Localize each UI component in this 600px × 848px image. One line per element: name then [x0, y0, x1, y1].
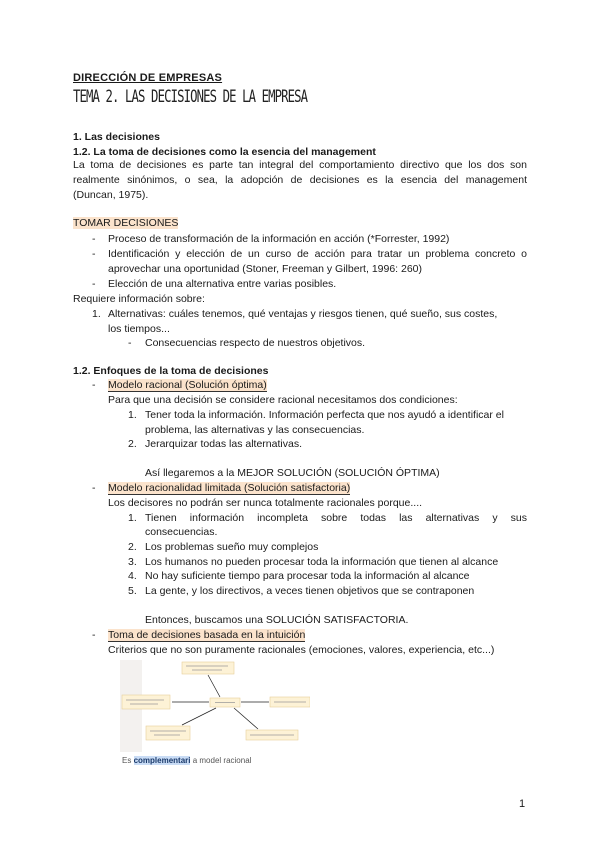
sub-item-text: Consecuencias respecto de nuestros objetivos.	[145, 337, 366, 349]
tomar-decisiones-label	[73, 216, 178, 231]
dash-bullet: -	[128, 337, 132, 349]
list-number: 3.	[128, 556, 137, 568]
dash-bullet: -	[92, 248, 96, 260]
intro-paragraph	[73, 158, 527, 203]
subject-title: DIRECCIÓN DE EMPRESAS	[73, 72, 223, 84]
caption-pre: Es	[122, 756, 132, 765]
list-item-text: La gente, y los directivos, a veces tienen objetivos que se contraponen	[145, 585, 475, 597]
list-number: 2.	[128, 541, 137, 553]
list-item-text: Alternativas: cuáles tenemos, qué ventajas y riesgos tienen, qué sueño, sus costes,	[108, 308, 498, 320]
section-heading-decisiones: 1. Las decisiones	[73, 131, 160, 143]
page-number: 1	[519, 798, 526, 810]
modelo-racional-label	[108, 378, 267, 393]
modelo-limitada-label	[108, 481, 350, 496]
list-number: 5.	[128, 585, 137, 597]
list-item-text: Jerarquizar todas las alternativas.	[145, 438, 302, 450]
list-item-text: Tener toda la información. Información perfecta que nos ayudó a identificar el	[145, 409, 504, 421]
dash-bullet: -	[92, 278, 96, 290]
bullet-text: Identificación y elección de un curso de acción para tratar un problema concreto o	[108, 248, 527, 260]
dash-bullet: -	[92, 629, 96, 641]
list-number: 1.	[92, 308, 101, 320]
list-item-text: Tienen información incompleta sobre todas las alternativas y sus	[145, 512, 527, 524]
racional-conclusion: Así llegaremos a la MEJOR SOLUCIÓN (SOLUCIÓN ÓPTIMA)	[145, 467, 440, 479]
list-number: 1.	[128, 512, 137, 524]
caption-post: a model racional	[192, 756, 252, 765]
requiere-text: Requiere información sobre:	[73, 293, 205, 305]
paragraph-line: (Duncan, 1975).	[73, 189, 149, 201]
bullet-text: Proceso de transformación de la información en acción (*Forrester, 1992)	[108, 233, 450, 245]
limitada-intro: Los decisores no podrán ser nunca totalmente racionales porque....	[108, 497, 423, 509]
list-item-text: los tiempos...	[108, 323, 170, 335]
list-number: 1.	[128, 409, 137, 421]
paragraph-line: realmente sinónimos, o sea, la adopción de decisiones es la esencia del management	[73, 174, 527, 186]
diagram-box-left	[122, 695, 170, 709]
intuition-diagram	[120, 660, 310, 760]
highlighted-label: Modelo racionalidad limitada (Solución satisfactoria)	[108, 482, 351, 494]
diagram-box-top	[182, 662, 234, 674]
racional-intro: Para que una decisión se considere racional necesitamos dos condiciones:	[108, 394, 458, 406]
list-item-text: No hay suficiente tiempo para procesar toda la información al alcance	[145, 570, 470, 582]
dash-bullet: -	[92, 482, 96, 494]
limitada-conclusion: Entonces, buscamos una SOLUCIÓN SATISFACTORIA.	[145, 614, 409, 626]
bullet-text: Elección de una alternativa entre varias posibles.	[108, 278, 337, 290]
bullet-text: aprovechar una oportunidad (Stoner, Freeman y Gilbert, 1996: 260)	[108, 263, 423, 275]
dash-bullet: -	[92, 379, 96, 391]
highlighted-label: Toma de decisiones basada en la intuición	[108, 629, 306, 641]
figure-caption	[122, 756, 251, 765]
list-item-text: Los problemas sueño muy complejos	[145, 541, 319, 553]
list-number: 2.	[128, 438, 137, 450]
list-item-text: problema, las alternativas y las consecuencias.	[145, 424, 365, 436]
highlighted-label: Modelo racional (Solución óptima)	[108, 379, 267, 391]
list-item-text: Los humanos no pueden procesar toda la información que tienen al alcance	[145, 556, 499, 568]
tema-title: TEMA 2. LAS DECISIONES DE LA EMPRESA	[73, 87, 308, 107]
list-item-text: consecuencias.	[145, 526, 218, 538]
intuicion-label	[108, 628, 305, 643]
diagram-box-bottom-left	[146, 726, 190, 740]
list-number: 4.	[128, 570, 137, 582]
paragraph-line: La toma de decisiones es parte tan integral del comportamiento directivo que los dos son	[73, 159, 527, 171]
caption-highlight: complementari	[133, 756, 191, 765]
section-heading-enfoques: 1.2. Enfoques de la toma de decisiones	[73, 365, 269, 377]
subsection-heading-esencia: 1.2. La toma de decisiones como la esencia del management	[73, 146, 376, 158]
dash-bullet: -	[92, 233, 96, 245]
intuicion-intro: Criterios que no son puramente racionales (emociones, valores, experiencia, etc...)	[108, 644, 495, 656]
highlighted-label: TOMAR DECISIONES	[73, 217, 179, 229]
